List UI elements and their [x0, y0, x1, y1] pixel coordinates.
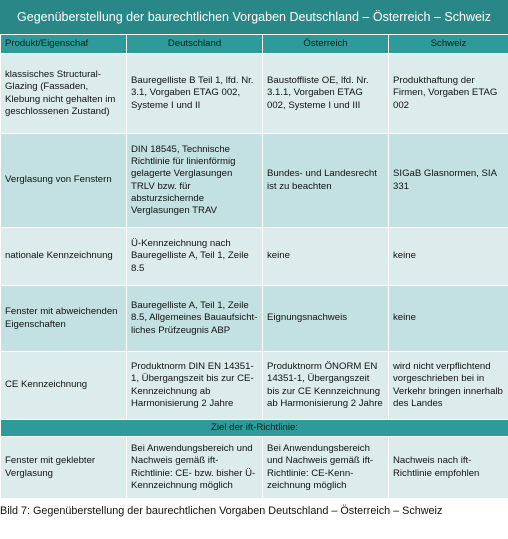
comparison-table — [0, 34, 508, 499]
table-row — [1, 134, 508, 228]
cell-germany: Bei Anwendungsbereich und Nachweis gemäß ift-Richtlinie: CE- bzw. bisher Ü-Kennzeichnung möglich — [127, 437, 263, 499]
cell-switzerland: Produkthaftung der Firmen, Vorgaben ETAG 002 — [389, 54, 508, 134]
figure-caption: Bild 7: Gegenüberstellung der baurechtlichen Vorgaben Deutschland – Österreich – Schweiz — [0, 505, 443, 517]
table-row — [1, 54, 508, 134]
cell-switzerland: keine — [389, 228, 508, 286]
cell-austria: keine — [263, 228, 389, 286]
cell-switzerland: wird nicht verpflichtend vorgeschrieben bei in Verkehr bringen innerhalb des Landes — [389, 352, 508, 420]
table-row — [1, 437, 508, 499]
header-austria: Österreich — [263, 35, 389, 54]
cell-product: Fenster mit abweichenden Eigenschaften — [1, 286, 127, 352]
cell-germany: Bauregelliste B Teil 1, lfd. Nr. 3.1, Vorgaben ETAG 002, Systeme I und II — [127, 54, 263, 134]
header-switzerland: Schweiz — [389, 35, 508, 54]
cell-product: CE Kennzeichnung — [1, 352, 127, 420]
cell-germany: Ü-Kennzeichnung nach Bauregelliste A, Teil 1, Zeile 8.5 — [127, 228, 263, 286]
header-product: Produkt/Eigenschaf — [1, 35, 127, 54]
cell-switzerland: SIGaB Glasnormen, SIA 331 — [389, 134, 508, 228]
goal-label: Ziel der ift-Richtlinie: — [1, 420, 508, 437]
cell-germany: Produktnorm DIN EN 14351-1, Übergangszeit bis zur CE-Kennzeichnung ab Harmonisierung 2 Jahre — [127, 352, 263, 420]
cell-switzerland: keine — [389, 286, 508, 352]
goal-row — [1, 420, 508, 437]
cell-germany: DIN 18545, Technische Richtlinie für linienförmig gelagerte Verglasungen TRLV bzw. für absturzsichernde Verglasungen TRAV — [127, 134, 263, 228]
cell-austria: Produktnorm ÖNORM EN 14351-1, Übergangszeit bis zur CE Kennzeichnung ab Harmonisierung 2 Jahre — [263, 352, 389, 420]
cell-austria: Baustoffliste OE, lfd. Nr. 3.1.1, Vorgaben ETAG 002, Systeme I und III — [263, 54, 389, 134]
cell-product: Verglasung von Fenstern — [1, 134, 127, 228]
cell-product: nationale Kennzeichnung — [1, 228, 127, 286]
table-title: Gegenüberstellung der baurechtlichen Vorgaben Deutschland – Österreich – Schweiz — [0, 0, 508, 34]
cell-austria: Bundes- und Landesrecht ist zu beachten — [263, 134, 389, 228]
header-row — [1, 35, 508, 54]
cell-germany: Bauregelliste A, Teil 1, Zeile 8.5, Allgemeines Bauaufsicht-liches Prüfzeugnis ABP — [127, 286, 263, 352]
cell-austria: Eignungsnachweis — [263, 286, 389, 352]
cell-product: klassisches Structural-Glazing (Fassaden, Klebung nicht gehalten im geschlossenen Zustand) — [1, 54, 127, 134]
cell-product: Fenster mit geklebter Verglasung — [1, 437, 127, 499]
cell-austria: Bei Anwendungsbereich und Nachweis gemäß ift-Richtlinie: CE-Kenn-zeichnung möglich — [263, 437, 389, 499]
table-row — [1, 228, 508, 286]
cell-switzerland: Nachweis nach ift-Richtlinie empfohlen — [389, 437, 508, 499]
table-row — [1, 286, 508, 352]
header-germany: Deutschland — [127, 35, 263, 54]
table-row — [1, 352, 508, 420]
